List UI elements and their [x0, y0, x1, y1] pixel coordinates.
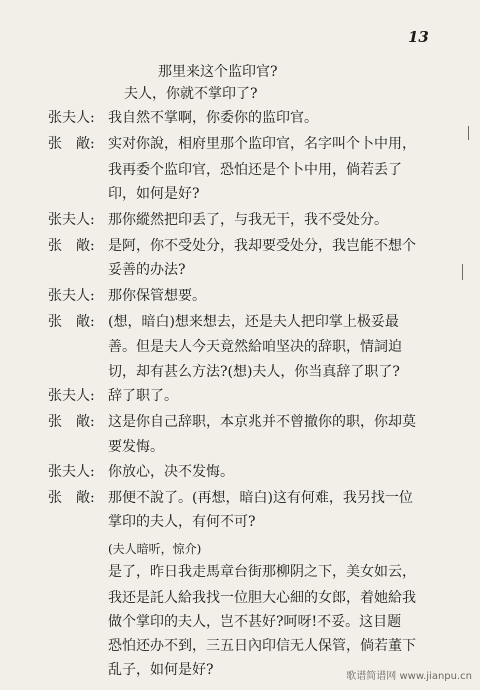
speaker-label: 张 敞:: [48, 414, 95, 430]
dialogue-line: 做个掌印的夫人，岂不甚好?呵呀!不妥。这目题: [108, 614, 402, 630]
dialogue-line: 是阿，你不受处分，我却要受处分，我岂能不想个: [108, 238, 416, 254]
page-number: 13: [408, 28, 429, 46]
speaker-label: 张夫人:: [48, 110, 95, 126]
dialogue-line: 我还是託人給我找一位胆大心細的女郎，着她給我: [108, 590, 416, 606]
speaker-label: 张 敞:: [48, 490, 95, 506]
dialogue-line: 我再委个监印官，恐怕还是个卜中用，倘若丢了: [108, 162, 402, 178]
dialogue-line: 印，如何是好?: [108, 186, 200, 202]
dialogue-line: 我自然不掌啊，你委你的监印官。: [108, 110, 318, 126]
dialogue-line: 那里来这个监印官?: [158, 64, 278, 80]
dialogue-line: 那你縱然把印丢了，与我无干，我不受处分。: [108, 212, 388, 228]
speaker-label: 张 敞:: [48, 314, 95, 330]
dialogue-line: 要发悔。: [108, 439, 164, 455]
dialogue-line: 切，却有甚么方法?(想)夫人，你当真辞了职了?: [108, 364, 400, 380]
dialogue-line: 夫人，你就不掌印了?: [124, 86, 258, 102]
dialogue-line: 那便不說了。(再想，暗白)这有何难，我另找一位: [108, 490, 413, 506]
dialogue-line: 善。但是夫人今天竟然給咱坚决的辞职，情詞迫: [108, 339, 402, 355]
dialogue-line: 乱子，如何是好?: [108, 662, 214, 678]
speaker-label: 张 敞:: [48, 136, 95, 152]
dialogue-line: 掌印的夫人，有何不可?: [108, 514, 256, 530]
dialogue-line: (想，暗白)想来想去，还是夫人把印掌上极妥最: [108, 314, 399, 330]
stage-direction: (夫人暗听，惊介): [108, 542, 202, 556]
speaker-label: 张夫人:: [48, 212, 95, 228]
print-mark: [468, 126, 469, 140]
dialogue-line: 这是你自己辞职，本京兆并不曾撤你的职，你却莫: [108, 414, 416, 430]
speaker-label: 张 敞:: [48, 238, 95, 254]
speaker-label: 张夫人:: [48, 388, 95, 404]
dialogue-line: 那你保管想要。: [108, 288, 206, 304]
speaker-label: 张夫人:: [48, 464, 95, 480]
dialogue-line: 妥善的办法?: [108, 262, 186, 278]
watermark: 歌谱简谱网 www.jianpu.cn: [346, 671, 472, 682]
dialogue-line: 恐怕还办不到，三五日內印信无人保管，倘若董下: [108, 638, 416, 654]
dialogue-line: 辞了职了。: [108, 388, 178, 404]
print-mark: [462, 264, 463, 280]
dialogue-line: 是了，昨日我走馬章台街那柳阴之下，美女如云，: [108, 564, 416, 580]
speaker-label: 张夫人:: [48, 288, 95, 304]
dialogue-line: 你放心，决不发悔。: [108, 464, 234, 480]
dialogue-line: 实对你說，相府里那个监印官，名字叫个卜中用，: [108, 136, 416, 152]
